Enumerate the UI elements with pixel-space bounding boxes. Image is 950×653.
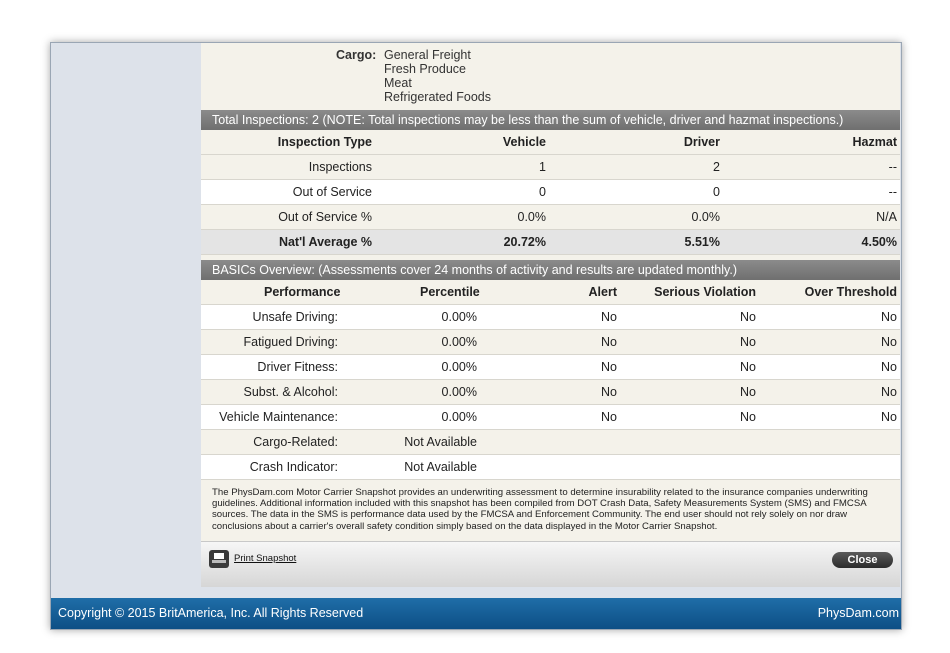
vehicle-value: 0.0% — [517, 210, 546, 224]
hazmat-value: N/A — [876, 210, 897, 224]
row-label: Vehicle Maintenance: — [219, 410, 338, 424]
table-row — [201, 330, 900, 355]
cargo-item: General Freight — [384, 48, 471, 62]
snapshot-window — [50, 42, 902, 630]
driver-value: 2 — [713, 160, 720, 174]
column-header: Hazmat — [852, 135, 897, 149]
percentile-value: Not Available — [404, 460, 477, 474]
over-threshold-value: No — [881, 385, 897, 399]
cargo-item: Fresh Produce — [384, 62, 466, 76]
alert-value: No — [601, 335, 617, 349]
printer-icon[interactable] — [209, 550, 229, 568]
over-threshold-value: No — [881, 310, 897, 324]
table-row — [201, 230, 900, 255]
table-row — [201, 355, 900, 380]
table-row — [201, 180, 900, 205]
vehicle-value: 1 — [539, 160, 546, 174]
row-label: Crash Indicator: — [249, 460, 338, 474]
percentile-value: 0.00% — [441, 385, 477, 399]
percentile-value: 0.00% — [441, 360, 477, 374]
row-label: Out of Service % — [278, 210, 372, 224]
table-row — [201, 205, 900, 230]
column-header: Driver — [683, 135, 720, 149]
row-label: Out of Service — [292, 185, 372, 199]
serious-violation-value: No — [740, 335, 756, 349]
hazmat-value: -- — [888, 160, 897, 174]
column-header: Performance — [264, 285, 341, 299]
over-threshold-value: No — [881, 410, 897, 424]
cargo-list — [384, 48, 491, 104]
table-row — [201, 430, 900, 455]
percentile-value: 0.00% — [441, 310, 477, 324]
alert-value: No — [601, 385, 617, 399]
over-threshold-value: No — [881, 360, 897, 374]
row-label: Nat'l Average % — [278, 235, 372, 249]
percentile-value: Not Available — [404, 435, 477, 449]
cargo-item: Refrigerated Foods — [384, 90, 492, 104]
vehicle-value: 20.72% — [503, 235, 546, 249]
column-header: Percentile — [420, 285, 480, 299]
alert-value: No — [601, 360, 617, 374]
cargo-item: Meat — [384, 76, 412, 90]
table-row — [201, 380, 900, 405]
disclaimer-text: The PhysDam.com Motor Carrier Snapshot provides an underwriting assessment to determine insurability related to the insurance companies underwriting guidelines. Additional information included with this snapshot has been compiled from DOT Crash Data, Safety Measurements System (SMS) and FMCSA sources. The data in the SMS is performance data used by the FMCSA and Enforcement Community. The end user should not rely solely on nor draw conclusions about a carrier's overall safety condition simply based on the data displayed in the Motor Carrier Snapshot. — [212, 487, 868, 532]
table-row — [201, 305, 900, 330]
column-header: Inspection Type — [277, 135, 372, 149]
serious-violation-value: No — [740, 310, 756, 324]
driver-value: 0.0% — [691, 210, 720, 224]
table-row — [201, 155, 900, 180]
vehicle-value: 0 — [539, 185, 546, 199]
footer-bar — [51, 598, 901, 629]
serious-violation-value: No — [740, 410, 756, 424]
row-label: Cargo-Related: — [253, 435, 338, 449]
row-label: Subst. & Alcohol: — [243, 385, 338, 399]
basics-header: BASICs Overview: (Assessments cover 24 months of activity and results are updated monthly.) — [201, 260, 900, 280]
hazmat-value: 4.50% — [861, 235, 897, 249]
cargo-label: Cargo: — [336, 48, 377, 62]
snapshot-panel — [201, 43, 900, 586]
inspections-header: Total Inspections: 2 (NOTE: Total inspections may be less than the sum of vehicle, driver and hazmat inspections.) — [201, 110, 900, 130]
row-label: Unsafe Driving: — [252, 310, 338, 324]
column-header: Over Threshold — [804, 285, 897, 299]
close-button[interactable]: Close — [832, 552, 893, 568]
alert-value: No — [601, 410, 617, 424]
inspections-column-headers — [201, 130, 900, 155]
column-header: Alert — [588, 285, 617, 299]
over-threshold-value: No — [881, 335, 897, 349]
driver-value: 0 — [713, 185, 720, 199]
row-label: Driver Fitness: — [257, 360, 338, 374]
basics-column-headers — [201, 280, 900, 305]
row-label: Inspections — [308, 160, 372, 174]
hazmat-value: -- — [888, 185, 897, 199]
column-header: Serious Violation — [654, 285, 756, 299]
driver-value: 5.51% — [684, 235, 720, 249]
alert-value: No — [601, 310, 617, 324]
row-label: Fatigued Driving: — [243, 335, 338, 349]
percentile-value: 0.00% — [441, 410, 477, 424]
serious-violation-value: No — [740, 360, 756, 374]
serious-violation-value: No — [740, 385, 756, 399]
print-snapshot-link[interactable]: Print Snapshot — [234, 553, 297, 564]
table-row — [201, 455, 900, 480]
site-name: PhysDam.com — [817, 606, 899, 620]
table-row — [201, 405, 900, 430]
action-bar — [201, 541, 900, 587]
column-header: Vehicle — [502, 135, 546, 149]
percentile-value: 0.00% — [441, 335, 477, 349]
copyright-text: Copyright © 2015 BritAmerica, Inc. All Rights Reserved — [58, 606, 364, 620]
